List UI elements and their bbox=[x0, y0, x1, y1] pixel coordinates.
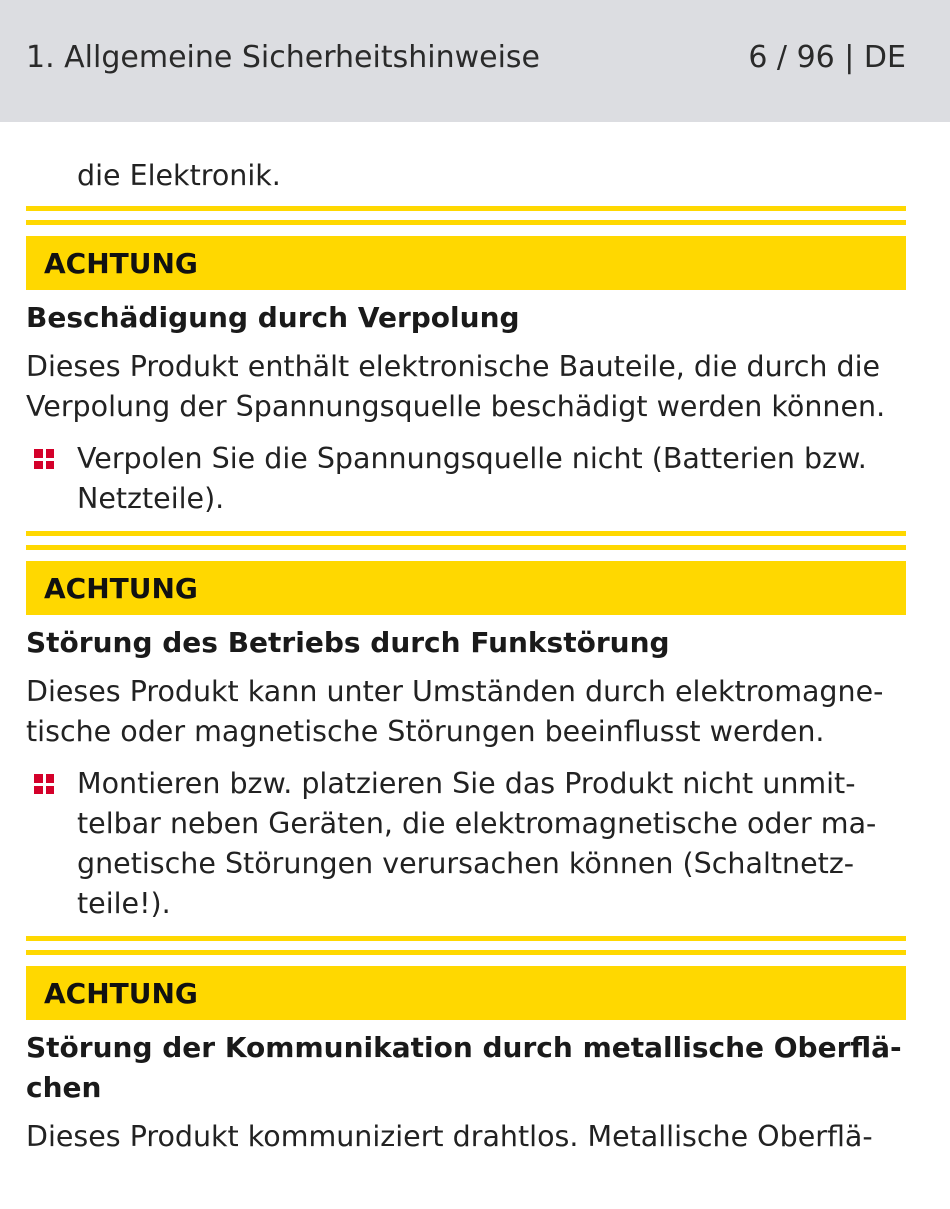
body-line: Dieses Produkt enthält elektronische Bauteile, die durch die bbox=[26, 350, 881, 383]
notice-title: Störung des Betriebs durch Funkstörung bbox=[26, 626, 670, 659]
page-indicator: 6 / 96 | DE bbox=[748, 40, 906, 75]
notice-divider bbox=[26, 531, 906, 561]
notice-bullet bbox=[26, 764, 906, 924]
square-bullet-icon bbox=[34, 774, 54, 794]
notice-label: ACHTUNG bbox=[26, 966, 906, 1020]
notice-body bbox=[26, 1117, 906, 1157]
body-line: Verpolung der Spannungsquelle beschädigt werden können. bbox=[26, 390, 886, 423]
notice-label: ACHTUNG bbox=[26, 236, 906, 290]
bullet-line: gnetische Störungen verursachen können (Schaltnetz- bbox=[77, 847, 855, 880]
bullet-line: Verpolen Sie die Spannungsquelle nicht (Batterien bzw. bbox=[77, 442, 867, 475]
notice-divider bbox=[26, 206, 906, 236]
page-header bbox=[0, 0, 950, 122]
bullet-line: Montieren bzw. platzieren Sie das Produkt nicht unmit- bbox=[77, 767, 856, 800]
notice-title: Beschädigung durch Verpolung bbox=[26, 301, 520, 334]
notice-body bbox=[26, 672, 906, 752]
square-bullet-icon bbox=[34, 449, 54, 469]
body-line: Dieses Produkt kommuniziert drahtlos. Metallische Oberflä- bbox=[26, 1120, 873, 1153]
body-line: Dieses Produkt kann unter Umständen durch elektromagne- bbox=[26, 675, 884, 708]
title-line: chen bbox=[26, 1071, 102, 1104]
page-content bbox=[26, 122, 906, 1157]
bullet-line: Netzteile). bbox=[77, 482, 225, 515]
intro-text: die Elektronik. bbox=[77, 159, 281, 192]
section-title: 1. Allgemeine Sicherheitshinweise bbox=[26, 40, 540, 75]
notice-label: ACHTUNG bbox=[26, 561, 906, 615]
notice-bullet bbox=[26, 439, 906, 519]
body-line: tische oder magnetische Störungen beeinflusst werden. bbox=[26, 715, 825, 748]
notice-title bbox=[26, 1028, 906, 1108]
title-line: Störung der Kommunikation durch metallische Oberflä- bbox=[26, 1031, 902, 1064]
notice-body bbox=[26, 347, 906, 427]
bullet-line: teile!). bbox=[77, 887, 171, 920]
bullet-line: telbar neben Geräten, die elektromagnetische oder ma- bbox=[77, 807, 877, 840]
notice-divider bbox=[26, 936, 906, 966]
